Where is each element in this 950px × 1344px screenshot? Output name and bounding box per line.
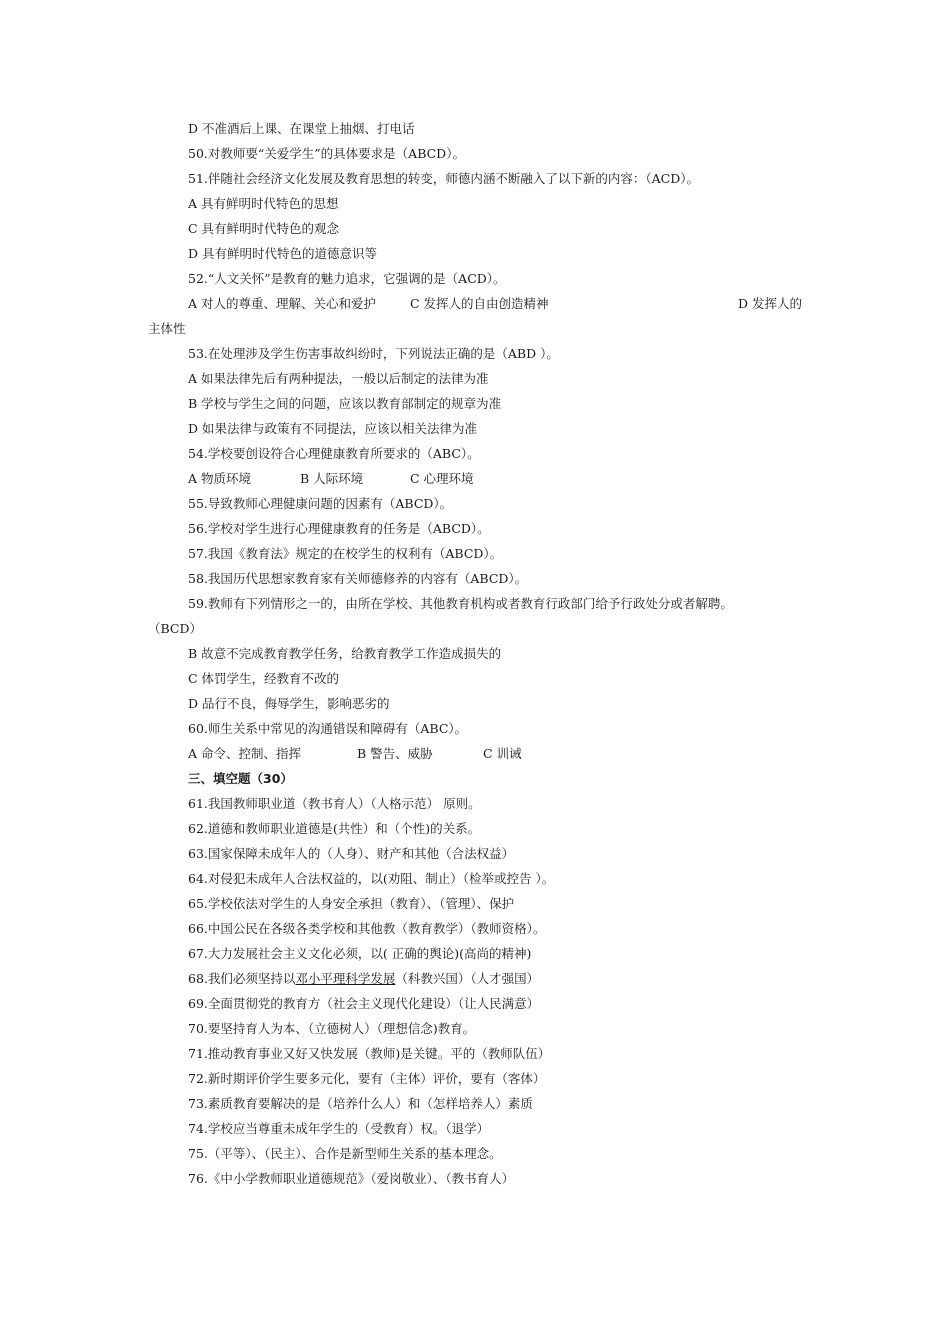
text-line: D 不准酒后上课、在课堂上抽烟、打电话 [188,121,415,136]
option-d: D 如果法律与政策有不同提法，应该以相关法律为准 [188,421,477,436]
question-56: 56.学校对学生进行心理健康教育的任务是（ABCD）。 [188,521,490,536]
question-52: 52.“人文关怀”是教育的魅力追求，它强调的是（ACD）。 [188,271,506,286]
question-65: 65.学校依法对学生的人身安全承担（教育）、（管理）、保护 [188,896,515,911]
question-69: 69.全面贯彻党的教育方（社会主义现代化建设）（让人民满意） [188,996,540,1011]
question-76: 76.《中小学教师职业道德规范》（爱岗敬业）、（教书育人） [188,1171,515,1186]
answer-continued: （BCD） [148,621,203,636]
question-58: 58.我国历代思想家教育家有关师德修养的内容有（ABCD）。 [188,571,528,586]
question-50: 50.对教师要“关爱学生”的具体要求是（ABCD）。 [188,146,465,161]
underlined-text: 邓小平理科学发展 [295,971,396,986]
question-63: 63.国家保障未成年人的（人身）、财产和其他（合法权益） [188,846,515,861]
question-51: 51.伴随社会经济文化发展及教育思想的转变，师德内涵不断融入了以下新的内容：（ACD）。 [188,171,699,186]
option-d: D 具有鲜明时代特色的道德意识等 [188,246,377,261]
option-c: C 具有鲜明时代特色的观念 [188,221,340,236]
option-c: C 发挥人的自由创造精神 [410,296,549,311]
option-a: A 具有鲜明时代特色的思想 [188,196,339,211]
option-c: C 体罚学生，经教育不改的 [188,671,340,686]
question-75: 75.（平等）、（民主）、合作是新型师生关系的基本理念。 [188,1146,502,1161]
question-68-prefix: 68.我们必须坚持以 [188,971,296,986]
option-c: C 训诫 [483,746,522,761]
option-b: B 警告、威胁 [357,746,433,761]
option-b: B 学校与学生之间的问题，应该以教育部制定的规章为准 [188,396,502,411]
question-70: 70.要坚持育人为本、（立德树人）（理想信念)教育。 [188,1021,476,1036]
question-71: 71.推动教育事业又好又快发展（教师)是关键。平的（教师队伍） [188,1046,551,1061]
question-59: 59.教师有下列情形之一的，由所在学校、其他教育机构或者教育行政部门给予行政处分或者解聘。 [188,596,733,611]
option-a: A 如果法律先后有两种提法，一般以后制定的法律为准 [188,371,489,386]
option-d: D 发挥人的 [738,296,802,311]
question-64: 64.对侵犯未成年人合法权益的，以(劝阻、制止）（检举或控告 ）。 [188,871,555,886]
option-a: A 对人的尊重、理解、关心和爱护 [188,296,377,311]
text-line-continued: 主体性 [148,321,186,336]
question-60: 60.师生关系中常见的沟通错误和障碍有（ABC）。 [188,721,468,736]
question-68 [188,969,539,989]
option-c: C 心理环境 [410,471,474,486]
question-74: 74.学校应当尊重未成年学生的（受教育）权。（退学） [188,1121,490,1136]
section-heading: 三、填空题（30） [188,771,293,786]
question-57: 57.我国《教育法》规定的在校学生的权利有（ABCD）。 [188,546,503,561]
option-b: B 人际环境 [300,471,364,486]
option-d: D 品行不良，侮辱学生，影响恶劣的 [188,696,390,711]
option-b: B 故意不完成教育教学任务，给教育教学工作造成损失的 [188,646,502,661]
question-67: 67.大力发展社会主义文化必须，以( 正确的舆论)(高尚的精神) [188,946,532,961]
question-61: 61.我国教师职业道（教书育人）（人格示范） 原则。 [188,796,481,811]
option-a: A 命令、控制、指挥 [188,746,302,761]
question-62: 62.道德和教师职业道德是(共性）和（个性)的关系。 [188,821,481,836]
question-72: 72.新时期评价学生要多元化，要有（主体）评价，要有（客体） [188,1071,546,1086]
option-a: A 物质环境 [188,471,252,486]
question-54: 54.学校要创设符合心理健康教育所要求的（ABC）。 [188,446,480,461]
question-68-suffix: （科教兴国）（人才强国） [395,971,540,986]
question-73: 73.素质教育要解决的是（培养什么人）和（怎样培养人）素质 [188,1096,533,1111]
question-66: 66.中国公民在各级各类学校和其他教（教育教学）（教师资格）。 [188,921,546,936]
question-53: 53.在处理涉及学生伤害事故纠纷时，下列说法正确的是（ABD ）。 [188,346,559,361]
question-55: 55.导致教师心理健康问题的因素有（ABCD）。 [188,496,453,511]
